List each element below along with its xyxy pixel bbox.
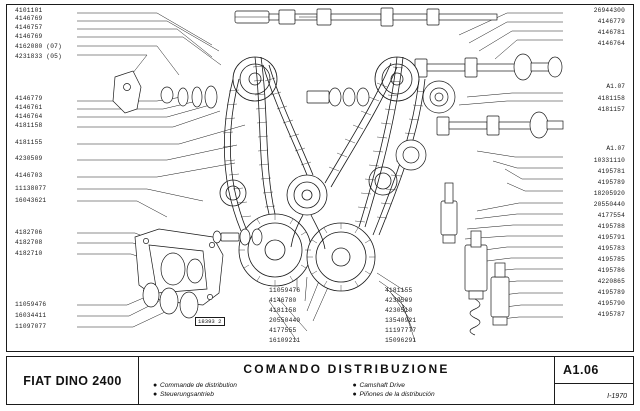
language-column-left [149,381,349,399]
timing-drive-exploded-diagram [7,5,634,352]
callout-number: 11059476 [15,301,47,308]
language-label: Steuerungsantrieb [160,391,214,398]
callout-number: 15096291 [385,337,417,344]
callout-number: 4181157 [597,106,625,113]
callout-number: 4195789 [597,179,625,186]
bullet-icon: ● [352,382,357,389]
plate-date: I-1970 [607,393,627,400]
footer-title-cell [139,357,555,404]
callout-number: 20550440 [269,317,301,324]
callout-number: 4195783 [597,245,625,252]
callout-number: 4181155 [385,287,413,294]
callout-number: 4181158 [15,122,43,129]
illustration-plate [6,4,634,352]
callout-number: 4146761 [15,104,43,111]
callout-number: 4181155 [15,139,43,146]
callout-number: 4146703 [15,172,43,179]
callout-number: 4182708 [15,239,43,246]
callout-number: 4195787 [597,311,625,318]
callout-number: 4182710 [15,250,43,257]
callout-number: 4146779 [15,95,43,102]
plate-title: COMANDO DISTRIBUZIONE [243,362,450,376]
callout-number: 4181158 [269,307,297,314]
callout-number: 4146769 [15,15,43,22]
callout-number: 16034411 [15,312,47,319]
callout-number: 4146769 [15,33,43,40]
callout-number: 4146781 [597,29,625,36]
bullet-icon: ● [153,382,158,389]
callout-number: 4162080 (07) [15,43,62,50]
vehicle-model: FIAT DINO 2400 [23,373,122,388]
callout-number: 4146764 [597,40,625,47]
callout-number: 13540921 [385,317,417,324]
callout-number: 4101101 [15,7,43,14]
language-label: Piñones de la distribución [359,391,435,398]
callout-number: 4182706 [15,229,43,236]
callout-number: 4146780 [269,297,297,304]
footer-divider [555,383,633,384]
plate-code: A1.06 [563,363,599,377]
callout-number: 4230510 [385,307,413,314]
callout-number: 4177555 [269,327,297,334]
callout-number: 20550440 [593,201,625,208]
callout-number: 4146757 [15,24,43,31]
language-line [153,381,349,390]
language-line [353,390,549,399]
callout-number: 4177554 [597,212,625,219]
plate-footer [6,356,634,405]
callout-number: 4195786 [597,267,625,274]
callout-number: 11197777 [385,327,417,334]
drawing-tag-number: 18393 2 [195,317,225,326]
footer-code-cell [555,357,633,404]
callout-number: 4231833 (05) [15,53,62,60]
language-column-right [349,381,549,399]
callout-number: 4195789 [597,289,625,296]
callout-number: 4195781 [597,168,625,175]
callout-number: 10331110 [593,157,625,164]
plate-language-list [149,381,548,399]
callout-number: 26944300 [593,7,625,14]
callout-number: 4230509 [385,297,413,304]
language-line [353,381,549,390]
callout-number: 4195785 [597,256,625,263]
callout-number: 11059476 [269,287,301,294]
callout-number: 4181158 [597,95,625,102]
callout-number: 11097077 [15,323,47,330]
callout-number: 16109211 [269,337,301,344]
bullet-icon: ● [352,391,357,398]
callout-number: 4220865 [597,278,625,285]
callout-number: 16043621 [15,197,47,204]
group-reference: A1.07 [606,83,625,90]
language-line [153,390,349,399]
callout-number: 4146779 [597,18,625,25]
callout-number: 18205920 [593,190,625,197]
language-label: Commande de distribution [160,382,237,389]
language-label: Camshaft Drive [359,382,405,389]
footer-model-cell [7,357,139,404]
callout-number: 4195790 [597,300,625,307]
group-reference: A1.07 [606,145,625,152]
bullet-icon: ● [153,391,158,398]
callout-number: 11138077 [15,185,47,192]
callout-number: 4146764 [15,113,43,120]
callout-number: 4195788 [597,223,625,230]
callout-number: 4195791 [597,234,625,241]
callout-number: 4230509 [15,155,43,162]
